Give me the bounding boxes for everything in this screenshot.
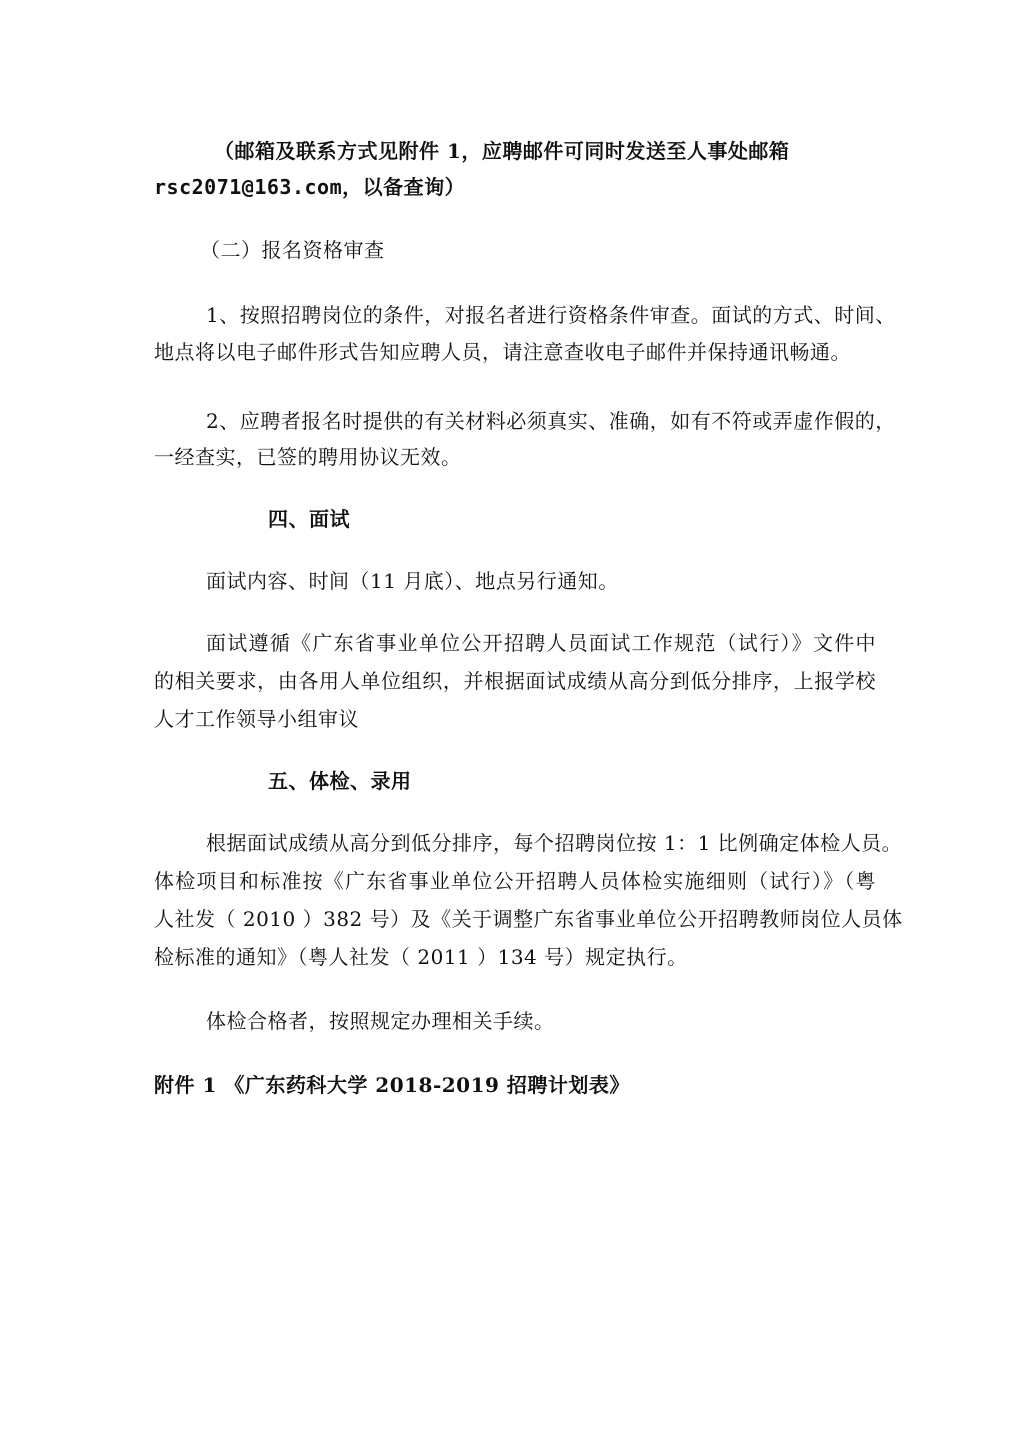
medical-paragraph1-line4: 检标准的通知》（粤人社发（ 2011 ）134 号）规定执行。 (154, 945, 688, 969)
medical-heading: 五、体检、录用 (268, 769, 412, 793)
medical-paragraph1-line3: 人社发（ 2010 ）382 号）及《关于调整广东省事业单位公开招聘教师岗位人员体 (154, 907, 903, 931)
contact-note-line1: （邮箱及联系方式见附件 1，应聘邮件可同时发送至人事处邮箱 (214, 139, 790, 163)
contact-note-line2 (154, 172, 465, 202)
contact-email: rsc2071@163.com (154, 175, 343, 199)
medical-paragraph1-line1: 根据面试成绩从高分到低分排序，每个招聘岗位按 1：1 比例确定体检人员。 (206, 831, 903, 855)
contact-note-suffix: ，以备查询） (342, 175, 466, 199)
qualification-item2-line1: 2、应聘者报名时提供的有关材料必须真实、准确，如有不符或弄虚作假的， (206, 409, 896, 433)
interview-paragraph2-line3: 人才工作领导小组审议 (154, 707, 359, 731)
interview-paragraph2-line1: 面试遵循《广东省事业单位公开招聘人员面试工作规范（试行）》文件中 (206, 631, 876, 655)
interview-paragraph1: 面试内容、时间（11 月底）、地点另行通知。 (206, 569, 619, 593)
interview-heading: 四、面试 (268, 507, 350, 531)
qualification-item1-line1: 1、按照招聘岗位的条件，对报名者进行资格条件审查。面试的方式、时间、 (206, 303, 896, 327)
qualification-heading: （二）报名资格审查 (200, 238, 385, 262)
medical-paragraph2: 体检合格者，按照规定办理相关手续。 (206, 1009, 555, 1033)
qualification-item1-line2: 地点将以电子邮件形式告知应聘人员，请注意查收电子邮件并保持通讯畅通。 (154, 340, 851, 364)
interview-paragraph2-line2: 的相关要求，由各用人单位组织，并根据面试成绩从高分到低分排序，上报学校 (154, 669, 876, 693)
qualification-item2-line2: 一经查实，已签的聘用协议无效。 (154, 445, 462, 469)
medical-paragraph1-line2: 体检项目和标准按《广东省事业单位公开招聘人员体检实施细则（试行）》（粤 (154, 869, 876, 893)
attachment-line: 附件 1 《广东药科大学 2018-2019 招聘计划表》 (154, 1073, 630, 1097)
